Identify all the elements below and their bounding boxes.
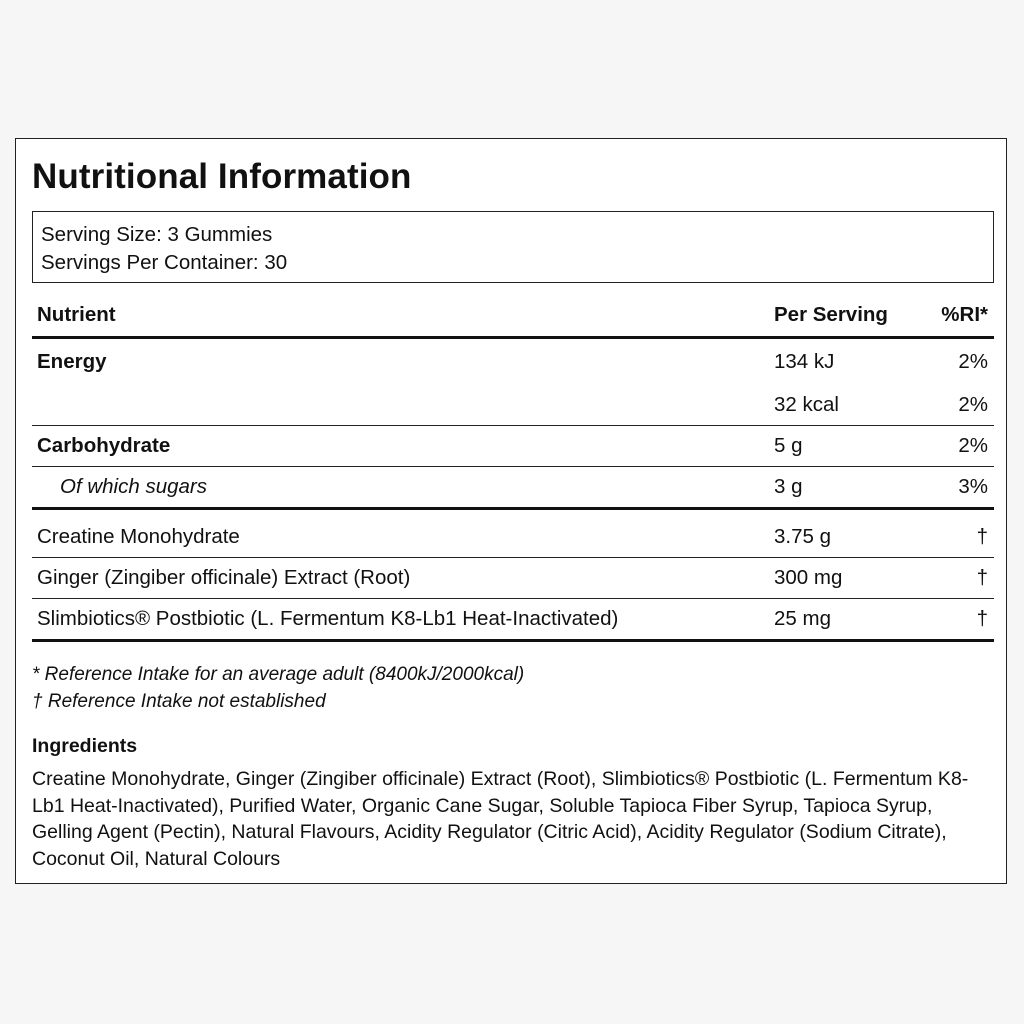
nutrient-name: Creatine Monohydrate: [37, 525, 240, 548]
nutrient-amount: 5 g: [774, 434, 803, 457]
nutrient-amount: 25 mg: [774, 607, 831, 630]
nutrient-ri: †: [976, 525, 988, 548]
nutrient-amount: 32 kcal: [774, 393, 839, 416]
ingredients-list: Creatine Monohydrate, Ginger (Zingiber officinale) Extract (Root), Slimbiotics® Postbiotic (L. Fermentum K8-Lb1 Heat-Inactivated), Purified Water, Organic Cane Sugar, Soluble Tapioca Fiber Syrup, Tapioca Syrup, Gelling Agent (Pectin), Natural Flavours, Acidity Regulator (Citric Acid), Acidity Regulator (Sodium Citrate), Coconut Oil, Natural Colours: [32, 768, 969, 870]
serving-info-box: [32, 211, 994, 283]
nutrient-ri: 3%: [958, 475, 988, 498]
servings-per-container: Servings Per Container: 30: [41, 251, 288, 274]
table-header-row: [32, 293, 994, 336]
nutrient-name: Ginger (Zingiber officinale) Extract (Root): [37, 566, 411, 589]
nutrition-panel: [15, 138, 1007, 884]
nutrition-table: [32, 293, 994, 642]
nutrient-ri: 2%: [958, 350, 988, 373]
serving-size: Serving Size: 3 Gummies: [41, 223, 273, 246]
panel-title: Nutritional Information: [32, 157, 412, 196]
table-row-creatine: [32, 517, 994, 557]
nutrient-name: Carbohydrate: [37, 434, 171, 457]
header-nutrient: Nutrient: [37, 303, 116, 326]
ri-footnote: * Reference Intake for an average adult (8400kJ/2000kcal): [32, 664, 525, 685]
nutrient-ri: 2%: [958, 434, 988, 457]
dagger-footnote: † Reference Intake not established: [32, 691, 326, 712]
nutrient-amount: 3 g: [774, 475, 803, 498]
table-bottom-divider: [32, 639, 994, 642]
table-row-slimbiotics: [32, 599, 994, 639]
nutrient-name: Of which sugars: [60, 475, 207, 498]
table-row-energy-kcal: [32, 385, 994, 425]
nutrient-ri: †: [976, 607, 988, 630]
table-row-sugars: [32, 467, 994, 507]
nutrient-ri: †: [976, 566, 988, 589]
nutrient-name: Slimbiotics® Postbiotic (L. Fermentum K8-Lb1 Heat-Inactivated): [37, 607, 619, 630]
nutrient-amount: 134 kJ: [774, 350, 835, 373]
table-row-ginger: [32, 558, 994, 598]
footnotes: [32, 661, 524, 715]
header-ri: %RI*: [941, 303, 988, 326]
nutrient-amount: 300 mg: [774, 566, 843, 589]
nutrient-amount: 3.75 g: [774, 525, 831, 548]
nutrient-name: Energy: [37, 350, 107, 373]
table-row-energy-kj: [32, 339, 994, 385]
table-row-carbohydrate: [32, 426, 994, 466]
header-per-serving: Per Serving: [774, 303, 888, 326]
nutrient-ri: 2%: [958, 393, 988, 416]
ingredients-heading: Ingredients: [32, 735, 138, 757]
